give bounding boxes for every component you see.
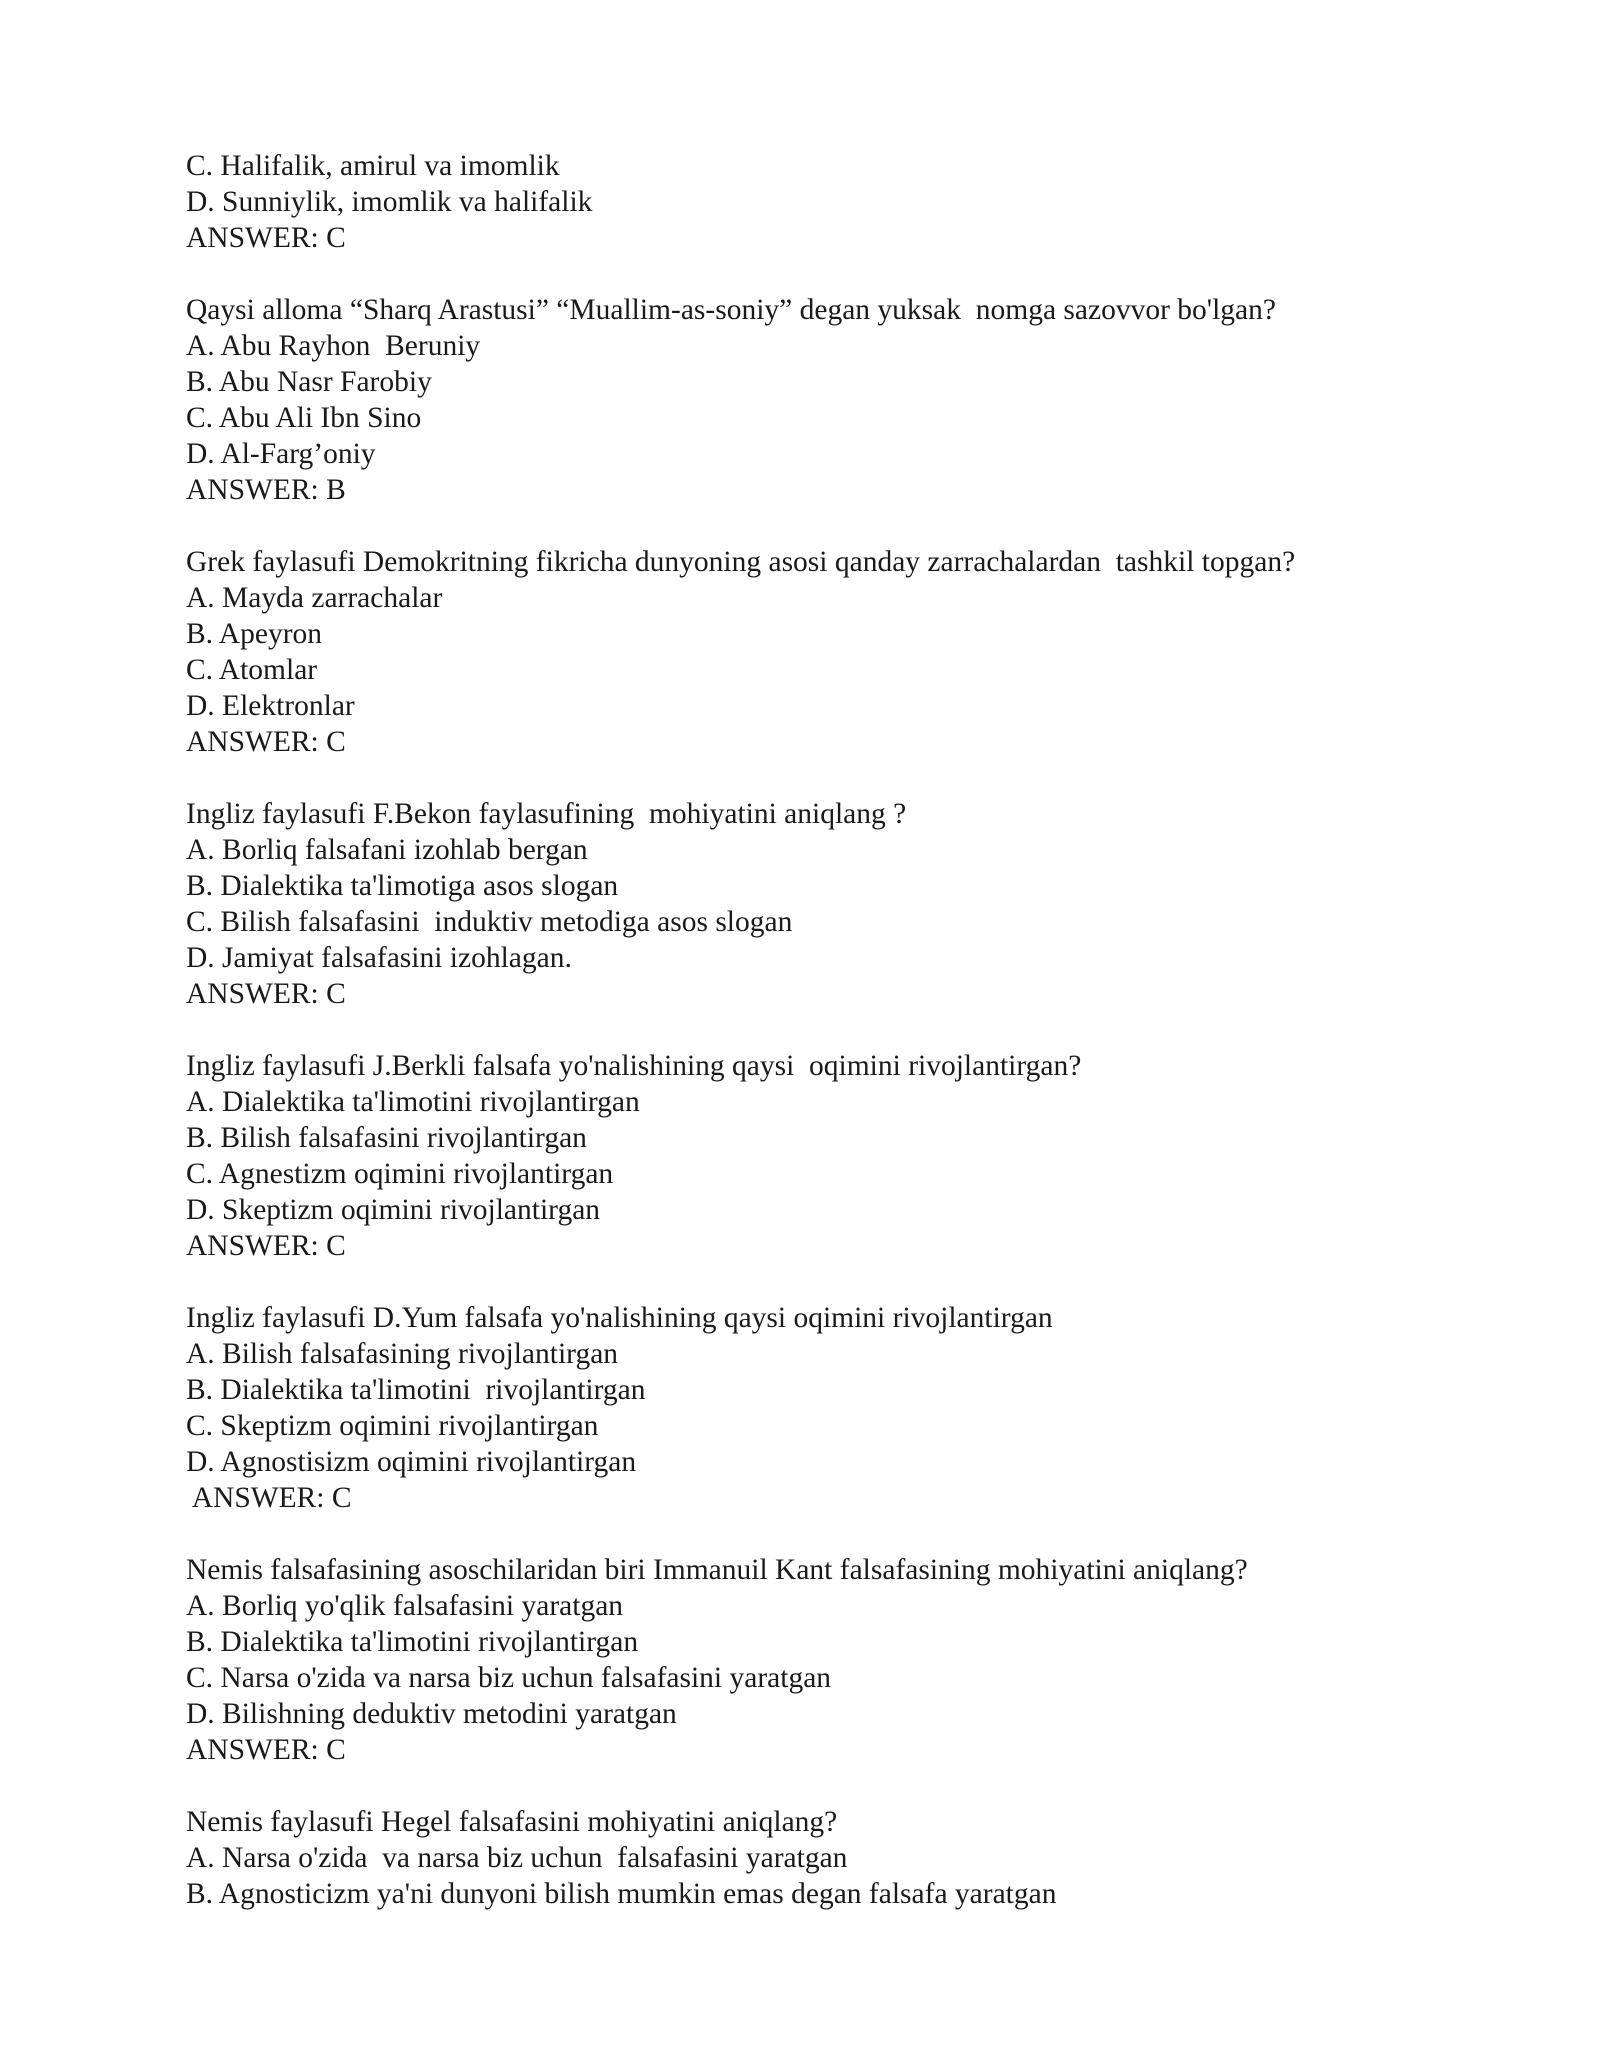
answer-key: ANSWER: C (186, 1482, 352, 1514)
blank-line (186, 1516, 1516, 1552)
answer-option: D. Sunniylik, imomlik va halifalik (186, 186, 593, 218)
answer-option: A. Abu Rayhon Beruniy (186, 330, 481, 362)
answer-key: ANSWER: C (186, 726, 346, 758)
blank-line (186, 1768, 1516, 1804)
answer-option: C. Skeptizm oqimini rivojlantirgan (186, 1410, 599, 1442)
answer-option: D. Elektronlar (186, 690, 355, 722)
question-text: Nemis faylasufi Hegel falsafasini mohiyatini aniqlang? (186, 1806, 838, 1838)
question-text: Ingliz faylasufi F.Bekon faylasufining mohiyatini aniqlang ? (186, 798, 907, 830)
answer-key: ANSWER: C (186, 978, 346, 1010)
answer-option: C. Atomlar (186, 654, 318, 686)
question-text: Ingliz faylasufi D.Yum falsafa yo'nalishining qaysi oqimini rivojlantirgan (186, 1302, 1053, 1334)
question-text: Grek faylasufi Demokritning fikricha dunyoning asosi qanday zarrachalardan tashkil topgan? (186, 546, 1296, 578)
answer-option: C. Abu Ali Ibn Sino (186, 402, 422, 434)
blank-line (186, 760, 1516, 796)
question-text: Ingliz faylasufi J.Berkli falsafa yo'nalishining qaysi oqimini rivojlantirgan? (186, 1050, 1082, 1082)
blank-line (186, 1012, 1516, 1048)
answer-option: C. Bilish falsafasini induktiv metodiga asos slogan (186, 906, 793, 938)
document-body (186, 148, 1516, 1912)
answer-key: ANSWER: C (186, 1734, 346, 1766)
answer-option: D. Skeptizm oqimini rivojlantirgan (186, 1194, 601, 1226)
answer-option: D. Agnostisizm oqimini rivojlantirgan (186, 1446, 637, 1478)
answer-option: B. Dialektika ta'limotini rivojlantirgan (186, 1626, 639, 1658)
answer-key: ANSWER: C (186, 222, 346, 254)
answer-key: ANSWER: C (186, 1230, 346, 1262)
blank-line (186, 256, 1516, 292)
answer-option: B. Abu Nasr Farobiy (186, 366, 432, 398)
question-text: Qaysi alloma “Sharq Arastusi” “Muallim-as-soniy” degan yuksak nomga sazovvor bo'lgan? (186, 294, 1276, 326)
answer-option: D. Bilishning deduktiv metodini yaratgan (186, 1698, 677, 1730)
blank-line (186, 508, 1516, 544)
answer-option: C. Agnestizm oqimini rivojlantirgan (186, 1158, 614, 1190)
answer-option: C. Narsa o'zida va narsa biz uchun falsafasini yaratgan (186, 1662, 832, 1694)
answer-option: A. Borliq falsafani izohlab bergan (186, 834, 588, 866)
answer-option: A. Mayda zarrachalar (186, 582, 443, 614)
answer-option: C. Halifalik, amirul va imomlik (186, 150, 560, 182)
answer-option: B. Dialektika ta'limotini rivojlantirgan (186, 1374, 646, 1406)
answer-key: ANSWER: B (186, 474, 346, 506)
answer-option: D. Jamiyat falsafasini izohlagan. (186, 942, 572, 974)
question-text: Nemis falsafasining asoschilaridan biri Immanuil Kant falsafasining mohiyatini aniqlang? (186, 1554, 1248, 1586)
answer-option: A. Dialektika ta'limotini rivojlantirgan (186, 1086, 640, 1118)
answer-option: B. Bilish falsafasini rivojlantirgan (186, 1122, 587, 1154)
blank-line (186, 1264, 1516, 1300)
answer-option: A. Narsa o'zida va narsa biz uchun falsafasini yaratgan (186, 1842, 848, 1874)
answer-option: B. Agnosticizm ya'ni dunyoni bilish mumkin emas degan falsafa yaratgan (186, 1878, 1057, 1910)
answer-option: B. Apeyron (186, 618, 323, 650)
answer-option: A. Borliq yo'qlik falsafasini yaratgan (186, 1590, 624, 1622)
answer-option: D. Al-Farg’oniy (186, 438, 376, 470)
answer-option: A. Bilish falsafasining rivojlantirgan (186, 1338, 619, 1370)
answer-option: B. Dialektika ta'limotiga asos slogan (186, 870, 619, 902)
